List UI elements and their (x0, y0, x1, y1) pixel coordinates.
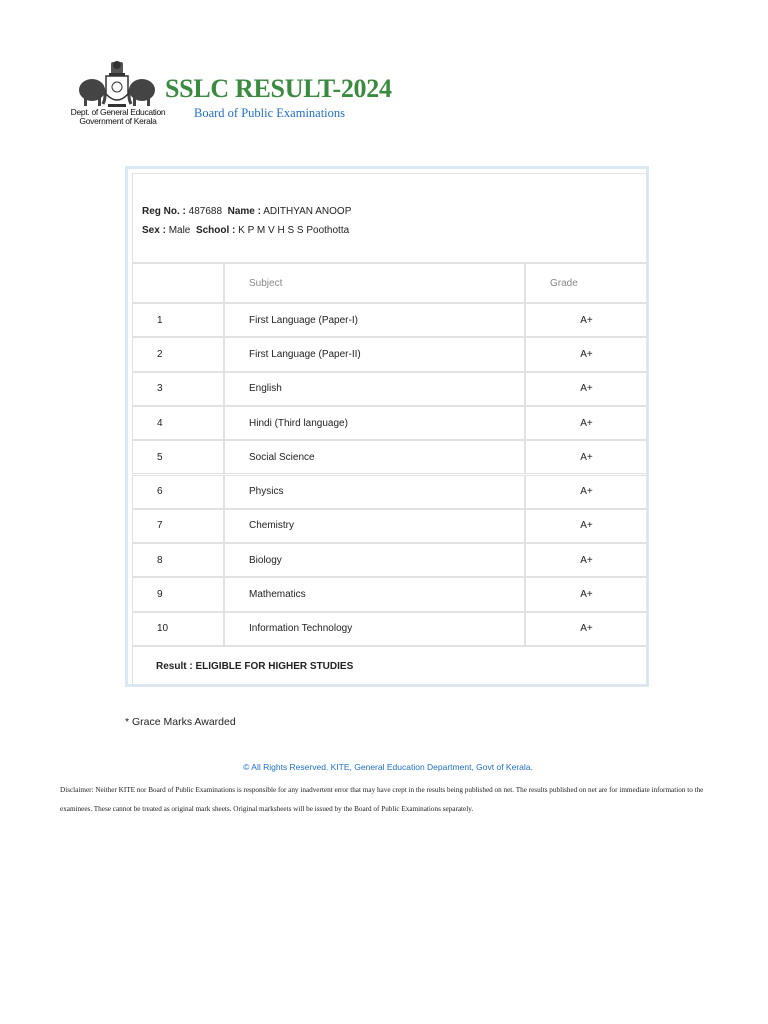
school-label: School : (195, 225, 236, 236)
student-sex: Male (168, 225, 191, 236)
reg-label: Reg No. : (142, 206, 186, 217)
row-grade: A+ (525, 612, 648, 646)
header-grade: Grade (525, 263, 648, 303)
row-number: 3 (132, 372, 224, 406)
row-subject: Biology (224, 543, 525, 577)
disclaimer: Disclaimer: Neither KITE nor Board of Public Examinations is responsible for any inadvertent error that may have crept in the results being published on net. The results published on net are for immediate information to the examinees. These cannot be treated as original mark sheets. Original marksheets will be issued by the Board of Public Examinations separately. (60, 786, 704, 813)
row-subject: First Language (Paper-II) (224, 337, 525, 371)
row-subject: Physics (224, 475, 525, 509)
reg-name-line (142, 206, 351, 217)
row-subject: First Language (Paper-I) (224, 303, 525, 337)
kerala-emblem-icon (76, 58, 158, 108)
row-grade: A+ (525, 337, 648, 371)
result-label: Result : (156, 660, 193, 672)
row-number: 10 (132, 612, 224, 646)
student-info (132, 173, 648, 263)
dept-line-2: Government of Kerala (79, 116, 157, 126)
grace-note: * Grace Marks Awarded (125, 716, 236, 728)
row-subject: Information Technology (224, 612, 525, 646)
result-card (125, 166, 649, 687)
page-header (62, 56, 392, 130)
header-no (132, 263, 224, 303)
header-subject: Subject (224, 263, 525, 303)
result-row (132, 646, 648, 686)
row-grade: A+ (525, 406, 648, 440)
row-grade: A+ (525, 543, 648, 577)
sex-label: Sex : (142, 225, 166, 236)
page-subtitle: Board of Public Examinations (194, 106, 346, 120)
page-title: SSLC RESULT-2024 (165, 74, 392, 103)
row-subject: Chemistry (224, 509, 525, 543)
row-grade: A+ (525, 303, 648, 337)
row-subject: Mathematics (224, 577, 525, 611)
row-grade: A+ (525, 509, 648, 543)
name-label: Name : (227, 206, 261, 217)
result-value: ELIGIBLE FOR HIGHER STUDIES (195, 660, 354, 672)
row-subject: Social Science (224, 440, 525, 474)
row-grade: A+ (525, 475, 648, 509)
dept-line-1: Dept. of General Education (70, 107, 166, 117)
row-number: 2 (132, 337, 224, 371)
row-number: 7 (132, 509, 224, 543)
dept-label (62, 108, 174, 126)
row-grade: A+ (525, 372, 648, 406)
row-subject: Hindi (Third language) (224, 406, 525, 440)
row-number: 6 (132, 475, 224, 509)
row-subject: English (224, 372, 525, 406)
row-number: 8 (132, 543, 224, 577)
student-name: ADITHYAN ANOOP (263, 206, 352, 217)
row-number: 9 (132, 577, 224, 611)
row-number: 1 (132, 303, 224, 337)
school-name: K P M V H S S Poothotta (238, 225, 350, 236)
row-number: 4 (132, 406, 224, 440)
row-grade: A+ (525, 440, 648, 474)
copyright: © All Rights Reserved. KITE, General Education Department, Govt of Kerala. (243, 762, 533, 772)
sex-school-line (142, 225, 349, 236)
row-grade: A+ (525, 577, 648, 611)
reg-no: 487688 (188, 206, 223, 217)
row-number: 5 (132, 440, 224, 474)
